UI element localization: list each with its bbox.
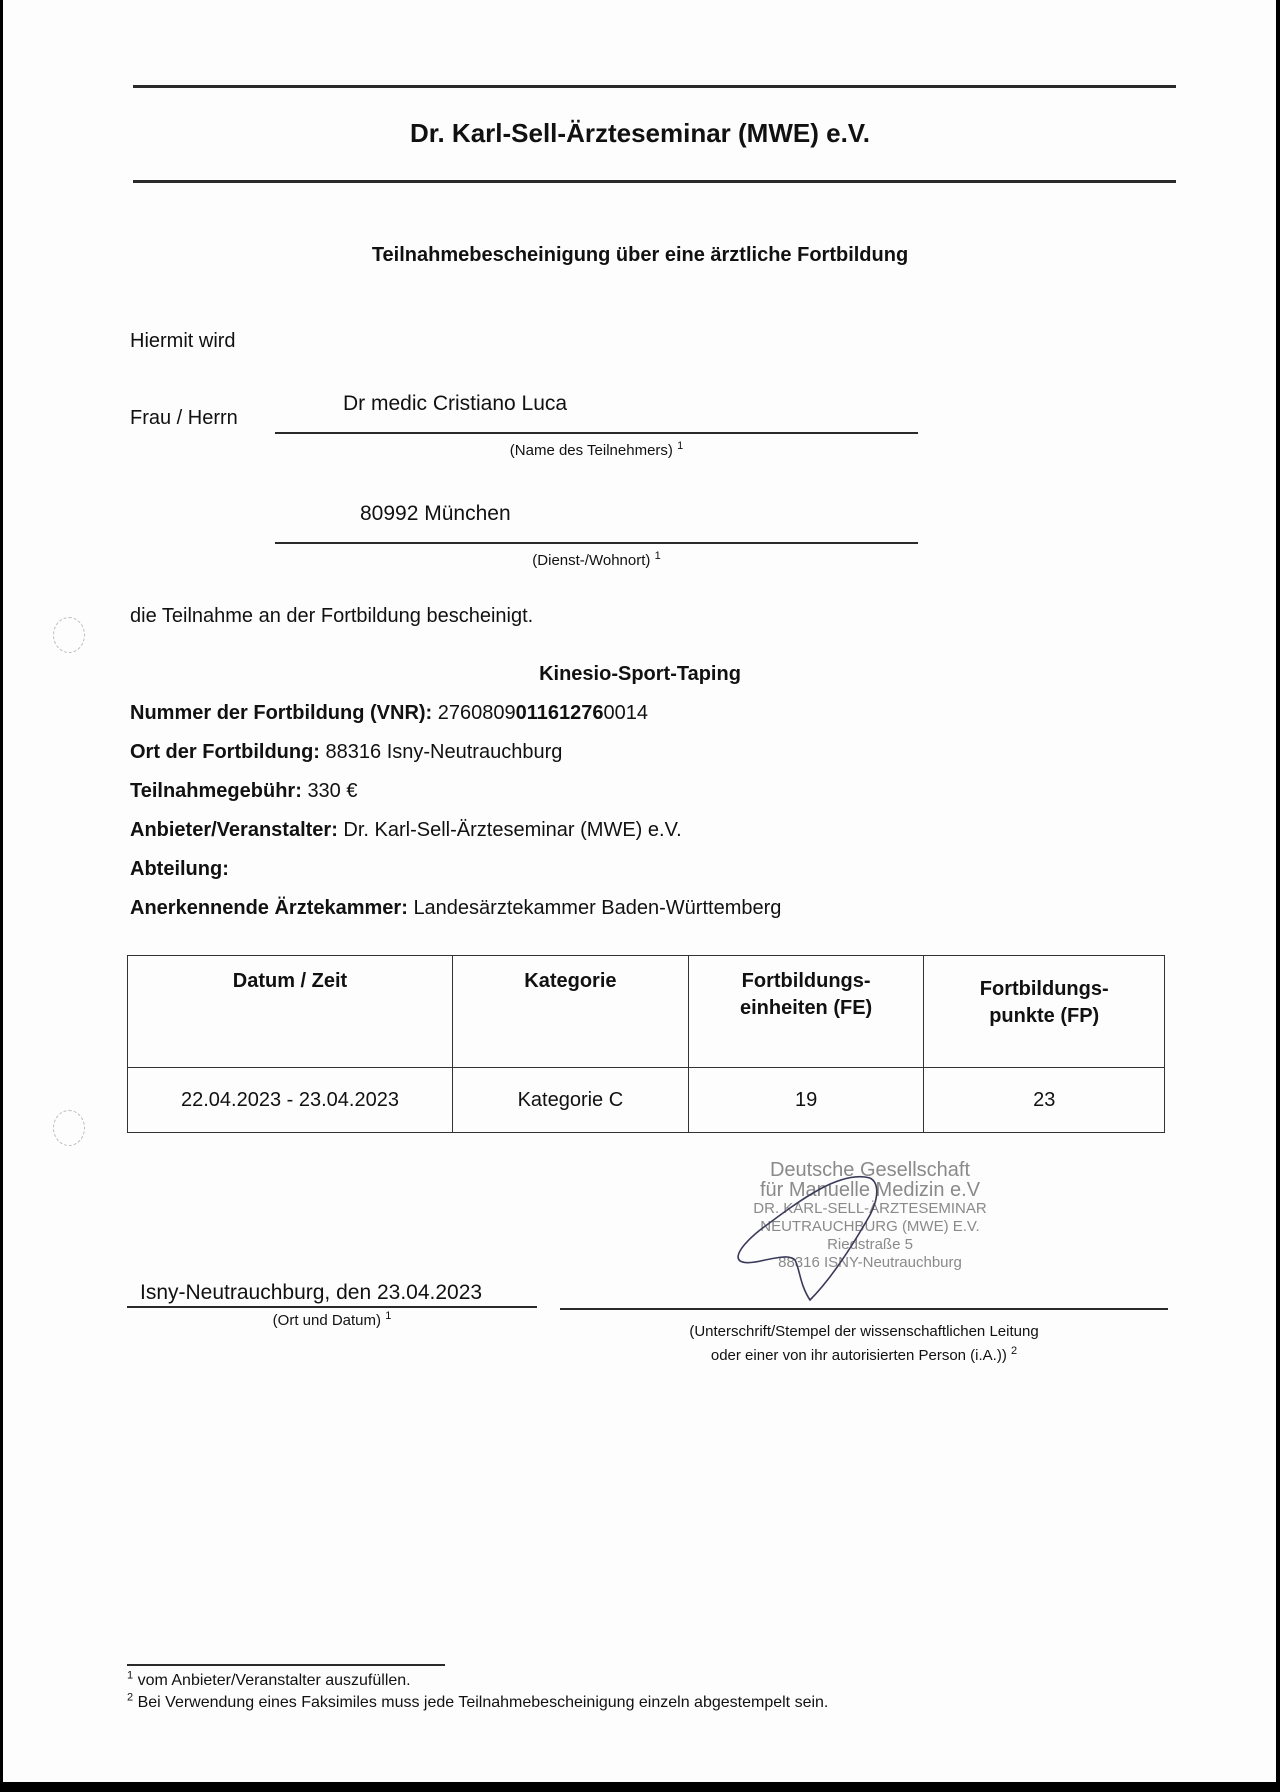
chamber-line bbox=[130, 897, 781, 920]
footnote-separator bbox=[127, 1664, 445, 1666]
organization-stamp: Deutsche Gesellschaft für Manuelle Medizin e.V DR. KARL-SELL-ÄRZTESEMINAR NEUTRAUCHBURG (MWE) E.V. Riedstraße 5 88316 ISNY-Neutrauchburg bbox=[753, 1159, 987, 1271]
location-underline bbox=[275, 542, 918, 544]
handwritten-signature bbox=[720, 1160, 920, 1320]
fee-label: Teilnahmegebühr: bbox=[130, 780, 302, 802]
table-row bbox=[128, 1068, 1165, 1133]
certificate-page bbox=[3, 0, 1276, 1782]
header-fp: Fortbildungs- punkte (FP) bbox=[924, 956, 1165, 1068]
header-bottom-rule bbox=[133, 180, 1176, 183]
chamber-label: Anerkennende Ärztekammer: bbox=[130, 897, 408, 919]
vnr-label: Nummer der Fortbildung (VNR): bbox=[130, 702, 433, 724]
header-top-rule bbox=[133, 85, 1176, 88]
fee-value: 330 € bbox=[307, 780, 358, 802]
cell-fp: 23 bbox=[924, 1068, 1165, 1133]
place-date-underline bbox=[127, 1306, 537, 1308]
department-label: Abteilung: bbox=[130, 858, 229, 880]
course-title: Kinesio-Sport-Taping bbox=[539, 663, 741, 685]
footnote-1: $^1$ vom Anbieter/Veranstalter auszufüllen. bbox=[127, 1669, 411, 1689]
header-category: Kategorie bbox=[452, 956, 688, 1068]
cell-date: 22.04.2023 - 23.04.2023 bbox=[128, 1068, 453, 1133]
participant-location: 80992 München bbox=[360, 502, 511, 525]
provider-label: Anbieter/Veranstalter: bbox=[130, 819, 338, 841]
provider-line bbox=[130, 819, 682, 842]
punch-hole-top bbox=[53, 617, 85, 653]
salutation-label: Frau / Herrn bbox=[130, 407, 238, 429]
participant-name: Dr medic Cristiano Luca bbox=[343, 392, 568, 415]
confirmation-text: die Teilnahme an der Fortbildung bescheinigt. bbox=[130, 605, 534, 627]
footnote-2: $^2$ Bei Verwendung eines Faksimiles muss jede Teilnahmebescheinigung einzeln abgestempelt sein. bbox=[127, 1691, 829, 1711]
fee-line bbox=[130, 780, 358, 803]
chamber-value: Landesärztekammer Baden-Württemberg bbox=[413, 897, 782, 919]
provider-value: Dr. Karl-Sell-Ärzteseminar (MWE) e.V. bbox=[343, 819, 682, 841]
vnr-line bbox=[130, 702, 648, 725]
place-label: Ort der Fortbildung: bbox=[130, 741, 320, 763]
cell-category: Kategorie C bbox=[452, 1068, 688, 1133]
name-caption: (Name des Teilnehmers) $^1$ bbox=[509, 440, 684, 459]
footnote-ref: 1 bbox=[385, 1310, 392, 1322]
signature-line bbox=[560, 1308, 1168, 1310]
footnote-ref: 2 bbox=[1011, 1345, 1018, 1357]
department-line bbox=[130, 858, 229, 881]
place-value: 88316 Isny-Neutrauchburg bbox=[325, 741, 563, 763]
place-date-caption: (Ort und Datum) $^1$ bbox=[272, 1310, 392, 1329]
document-title: Teilnahmebescheinigung über eine ärztliche Fortbildung bbox=[371, 244, 909, 266]
table-header-row bbox=[128, 956, 1165, 1068]
header-fe: Fortbildungs- einheiten (FE) bbox=[688, 956, 924, 1068]
place-date-value: Isny-Neutrauchburg, den 23.04.2023 bbox=[140, 1281, 483, 1304]
footnote-ref: 1 bbox=[677, 440, 684, 452]
organization-title: Dr. Karl-Sell-Ärzteseminar (MWE) e.V. bbox=[410, 118, 870, 148]
location-caption: (Dienst-/Wohnort) $^1$ bbox=[532, 550, 661, 569]
header-date: Datum / Zeit bbox=[128, 956, 453, 1068]
signature-caption: (Unterschrift/Stempel der wissenschaftlichen Leitung oder einer von ihr autorisierten Person (i.A.)) $^2$ bbox=[689, 1323, 1039, 1364]
cell-fe: 19 bbox=[688, 1068, 924, 1133]
name-underline bbox=[275, 432, 918, 434]
punch-hole-bottom bbox=[53, 1110, 85, 1146]
vnr-value: 2760809011612760014 bbox=[437, 702, 649, 724]
place-line bbox=[130, 741, 562, 764]
intro-text: Hiermit wird bbox=[130, 330, 236, 352]
course-details-table bbox=[127, 955, 1165, 1133]
footnote-ref: 1 bbox=[654, 550, 661, 562]
